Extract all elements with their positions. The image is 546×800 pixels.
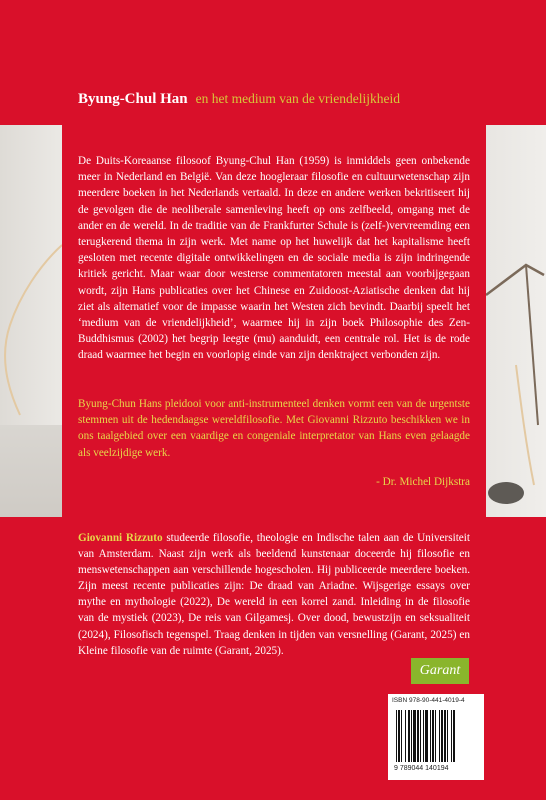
description-text: De Duits-Koreaanse filosoof Byung-Chul Han (1959) is inmiddels geen onbekende meer in Nederland en België. Van deze hoogleraar filosofie en cultuurwetenschap zijn meerdere boeken in het Nederlands vertaald. In deze en andere werken bekritiseert hij de gevolgen die de neoliberale samenleving heeft op ons zelfbeeld, omgang met de ander en de wereld. In de traditie van de Frankfurter Schule is (zelf-)vervreemding een terugkerend thema in zijn werk. Met name op het huwelijk dat het kapitalisme heeft gesloten met recente digitale ontwikkelingen en de sociale media is zijn indringende kritiek gericht. Maar waar door westerse commentatoren meestal aan voorbijgegaan wordt, zijn Hans publicaties over het Chinese en Zuidoost-Aziatische denken dat hij ziet als alternatief voor de impasse waarin het Westen zich bevindt. Daarbij speelt het ‘medium van de vriendelijkheid’, waarmee hij in zijn boek Philosophie des Zen-Buddhismus (2002) het begrip leegte (mu) aanduidt, een centrale rol. Het is de rode draad waarmee het begin en voorlopig einde van zijn denktraject verbonden zijn. <box>78 155 470 362</box>
isbn-text: ISBN 978-90-441-4019-4 <box>392 697 465 704</box>
barcode-box <box>388 694 484 780</box>
barcode-digits: 9 789044 140194 <box>394 765 449 772</box>
endorsement-quote: Byung-Chun Hans pleidooi voor anti-instrumenteel denken vormt een van de urgentste stemmen uit de hedendaagse wereldfilosofie. Met Giovanni Rizzuto beschikken we in ons taalgebied over een vaardige en congeniale interpretator van Hans even gelaagde als veelzijdige werk. <box>78 398 470 459</box>
title-line <box>78 90 400 108</box>
author-name: Byung-Chul Han <box>78 91 188 107</box>
publisher-logo: Garant <box>411 658 469 684</box>
branch-sculpture-right <box>486 125 546 517</box>
quote-attribution: - Dr. Michel Dijkstra <box>376 476 470 488</box>
author-bio <box>78 530 470 659</box>
translator-name: Giovanni Rizzuto <box>78 532 163 544</box>
rope-sculpture-left <box>0 125 70 517</box>
bio-text: studeerde filosofie, theologie en Indische talen aan de Universiteit van Amsterdam. Naast zijn werk als beeldend kunstenaar doceerde hij filosofie en menswetenschappen aan verschillende hogescholen. Hij publiceerde meerdere boeken. Zijn meest recente publicaties zijn: De draad van Ariadne. Wijsgerige essays over mythe en mythologie (2022), De wereld in een korrel zand. Inleiding in de filosofie van de mystiek (2023), De reis van Gilgamesj. Over dood, bewustzijn en seksualiteit (2024), Filosofisch tegenspel. Traag denken in tijden van versnelling (Garant, 2025) en Kleine filosofie van de ruimte (Garant, 2025). <box>78 532 470 657</box>
barcode-icon <box>396 710 476 762</box>
book-subtitle: en het medium van de vriendelijkheid <box>195 91 400 106</box>
